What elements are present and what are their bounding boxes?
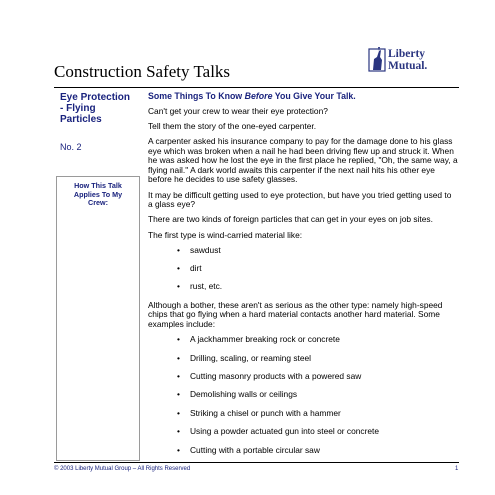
paragraph-story: A carpenter asked his insurance company to pay for the damage done to his glass eye which was broken when a nail he had been driving flew up and struck it. When he was asked how he lost the eye in the first place he replied, "Oh, the same way, a flying nail." A dark world awaits this carpenter if the next nail hits his other eye before he decides to use safety glasses.	[148, 135, 458, 185]
list-item	[148, 264, 458, 274]
wind-material-list	[148, 246, 458, 292]
logo-wordmark	[388, 48, 427, 72]
subhead-post: You Give Your Talk.	[272, 91, 356, 101]
subhead-pre: Some Things To Know	[148, 91, 245, 101]
list-item	[148, 372, 458, 382]
page-header-title: Construction Safety Talks	[54, 62, 231, 81]
list-item-text: Using a powder actuated gun into steel or concrete	[190, 426, 380, 437]
liberty-mutual-logo	[368, 44, 450, 84]
list-item	[148, 427, 458, 437]
topic-title: Eye Protection - Flying Particles	[60, 92, 131, 125]
bullet-icon: •	[177, 444, 180, 455]
list-item-text: Drilling, scaling, or reaming steel	[190, 352, 312, 363]
bullet-icon: •	[177, 334, 180, 345]
bullet-icon: •	[177, 263, 180, 274]
list-item	[148, 354, 458, 364]
paragraph-second-type: Although a bother, these aren't as serious as the other type: namely high-speed chips that go flying when a hard material contacts another hard material. Some examples include:	[148, 299, 443, 330]
page-number: 1	[455, 466, 459, 472]
logo-word-liberty: Liberty	[388, 48, 426, 60]
paragraph-intro-question: Can't get your crew to wear their eye protection?	[148, 105, 328, 116]
logo-word-mutual: Mutual.	[388, 60, 428, 72]
list-item-text: Striking a chisel or punch with a hammer	[190, 407, 341, 418]
talk-subhead	[148, 92, 458, 102]
list-item	[148, 390, 458, 400]
footer-divider	[54, 462, 459, 463]
crew-notes-label: How This Talk Applies To My Crew:	[73, 181, 123, 207]
list-item-text: Cutting with a portable circular saw	[190, 444, 320, 455]
crew-notes-box	[56, 176, 140, 461]
talk-content	[148, 92, 458, 464]
list-item-text: Cutting masonry products with a powered saw	[190, 371, 362, 382]
list-item	[148, 446, 458, 456]
topic-sidebar	[60, 92, 135, 152]
list-item	[148, 335, 458, 345]
paragraph-first-type: The first type is wind-carried material like:	[148, 229, 303, 240]
list-item	[148, 282, 458, 292]
bullet-icon: •	[177, 244, 180, 255]
topic-number: No. 2	[60, 142, 82, 152]
bullet-icon: •	[177, 281, 180, 292]
list-item-text: Demolishing walls or ceilings	[190, 389, 298, 400]
list-item-text: rust, etc.	[190, 281, 223, 292]
statue-of-liberty-icon	[368, 46, 388, 74]
high-speed-chip-list	[148, 335, 458, 455]
paragraph-particle-types: There are two kinds of foreign particles that can get in your eyes on job sites.	[148, 214, 433, 225]
bullet-icon: •	[177, 407, 180, 418]
bullet-icon: •	[177, 352, 180, 363]
list-item	[148, 409, 458, 419]
list-item	[148, 246, 458, 256]
copyright-notice: © 2003 Liberty Mutual Group – All Rights Reserved	[54, 466, 191, 472]
list-item-text: A jackhammer breaking rock or concrete	[190, 334, 340, 345]
paragraph-story-prompt: Tell them the story of the one-eyed carpenter.	[148, 120, 317, 131]
list-item-text: dirt	[190, 263, 202, 274]
header-divider	[54, 87, 459, 88]
paragraph-glass-eye: It may be difficult getting used to eye protection, but have you tried getting used to a glass eye?	[148, 189, 452, 210]
bullet-icon: •	[177, 371, 180, 382]
bullet-icon: •	[177, 389, 180, 400]
subhead-emphasis: Before	[244, 91, 273, 101]
list-item-text: sawdust	[190, 244, 221, 255]
bullet-icon: •	[177, 426, 180, 437]
